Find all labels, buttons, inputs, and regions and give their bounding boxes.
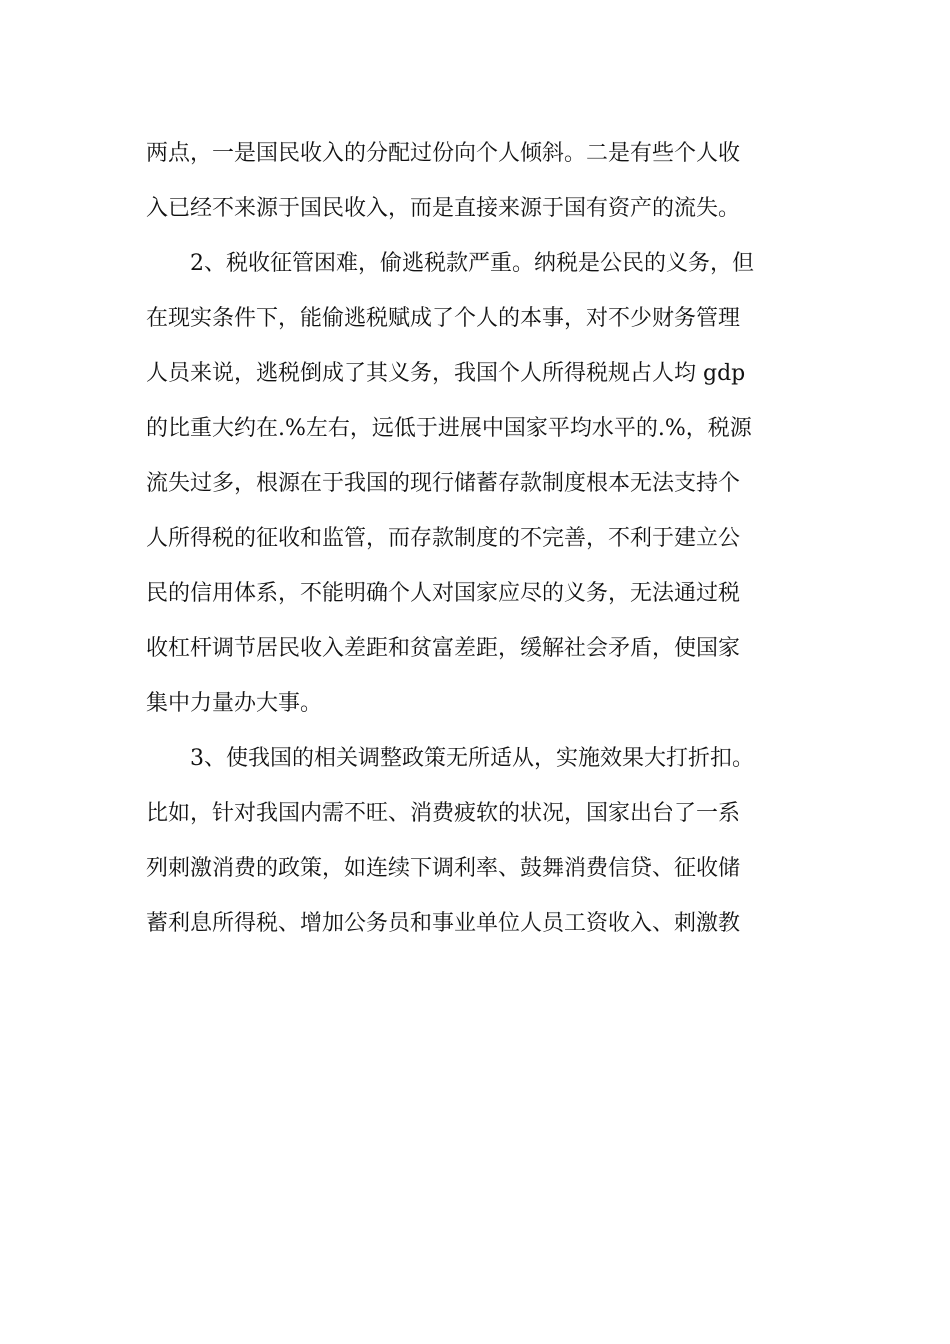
text-line: 两点，一是国民收入的分配过份向个人倾斜。二是有些个人收 (146, 141, 741, 166)
text-line: 人员来说，逃税倒成了其义务，我国个人所得税规占人均 gdp (146, 361, 746, 386)
text-line: 蓄利息所得税、增加公务员和事业单位人员工资收入、刺激教 (146, 911, 741, 936)
paragraph-start-line: 3、使我国的相关调整政策无所适从，实施效果大打折扣。 (190, 746, 754, 771)
text-line: 的比重大约在.%左右，远低于进展中国家平均水平的.%，税源 (146, 416, 752, 441)
text-line: 入已经不来源于国民收入，而是直接来源于国有资产的流失。 (146, 196, 741, 221)
text-line: 收杠杆调节居民收入差距和贫富差距，缓解社会矛盾，使国家 (146, 636, 741, 661)
text-line: 列刺激消费的政策，如连续下调利率、鼓舞消费信贷、征收储 (146, 856, 741, 881)
text-line: 人所得税的征收和监管，而存款制度的不完善，不利于建立公 (146, 526, 741, 551)
text-line: 比如，针对我国内需不旺、消费疲软的状况，国家出台了一系 (146, 801, 741, 826)
paragraph-start-line: 2、税收征管困难，偷逃税款严重。纳税是公民的义务，但 (190, 251, 754, 276)
body-text (146, 132, 810, 957)
text-line: 流失过多，根源在于我国的现行储蓄存款制度根本无法支持个 (146, 471, 741, 496)
text-line: 在现实条件下，能偷逃税赋成了个人的本事，对不少财务管理 (146, 306, 741, 331)
text-line: 民的信用体系，不能明确个人对国家应尽的义务，无法通过税 (146, 581, 741, 606)
text-line: 集中力量办大事。 (146, 691, 323, 716)
